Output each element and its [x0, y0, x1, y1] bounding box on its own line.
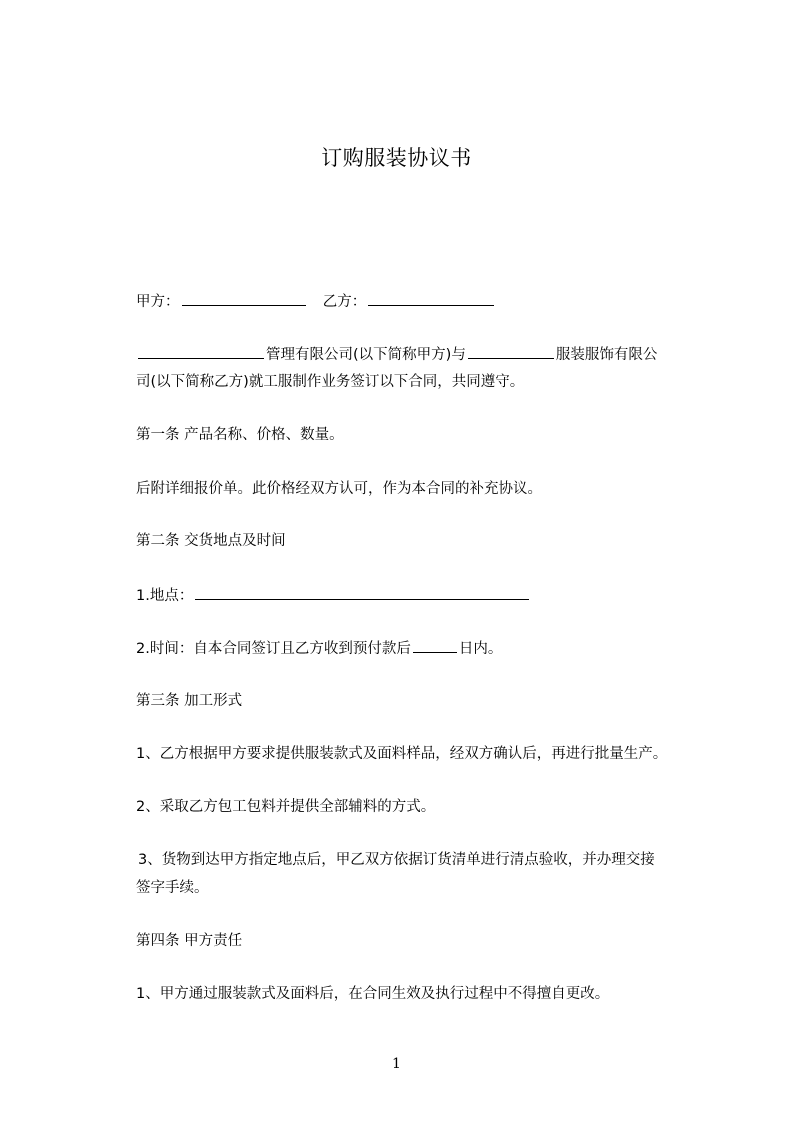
article4-item1: 1、甲方通过服装款式及面料后，在合同生效及执行过程中不得擅自更改。	[136, 986, 610, 1002]
party-b-blank	[368, 291, 494, 306]
company-b-blank	[468, 344, 554, 359]
time-text-1: 2.时间：自本合同签订且乙方收到预付款后	[136, 641, 411, 657]
article1-body: 后附详细报价单。此价格经双方认可，作为本合同的补充协议。	[136, 481, 542, 497]
article4-heading: 第四条 甲方责任	[136, 933, 243, 949]
article2-place-line	[136, 585, 531, 606]
article3-heading: 第三条 加工形式	[136, 693, 243, 709]
party-a-blank	[182, 291, 306, 306]
time-text-2: 日内。	[458, 641, 503, 657]
intro-text-2: 服装服饰有限公	[555, 347, 658, 363]
intro-text-1: 管理有限公司(以下简称甲方)与	[266, 347, 466, 363]
days-blank	[413, 638, 457, 653]
parties-line	[136, 291, 496, 312]
article1-heading: 第一条 产品名称、价格、数量。	[136, 427, 344, 443]
article3-item3-line1: 3、货物到达甲方指定地点后，甲乙双方依据订货清单进行清点验收，并办理交接	[138, 852, 655, 868]
place-label: 1.地点：	[136, 588, 194, 604]
party-b-label: 乙方：	[322, 294, 367, 310]
article3-item2: 2、采取乙方包工包料并提供全部辅料的方式。	[136, 799, 436, 815]
place-blank	[195, 585, 529, 600]
intro-line-2: 司(以下简称乙方)就工服制作业务签订以下合同，共同遵守。	[136, 374, 525, 390]
intro-line-1	[136, 344, 657, 365]
article3-item3-line2: 签字手续。	[136, 880, 209, 896]
document-title: 订购服装协议书	[321, 146, 472, 170]
company-a-blank	[138, 344, 264, 359]
article3-item1: 1、乙方根据甲方要求提供服装款式及面料样品，经双方确认后，再进行批量生产。	[136, 746, 668, 762]
article2-heading: 第二条 交货地点及时间	[136, 533, 286, 549]
page-number: 1	[392, 1056, 401, 1072]
article2-time-line	[136, 638, 502, 659]
party-a-label: 甲方：	[136, 294, 180, 310]
